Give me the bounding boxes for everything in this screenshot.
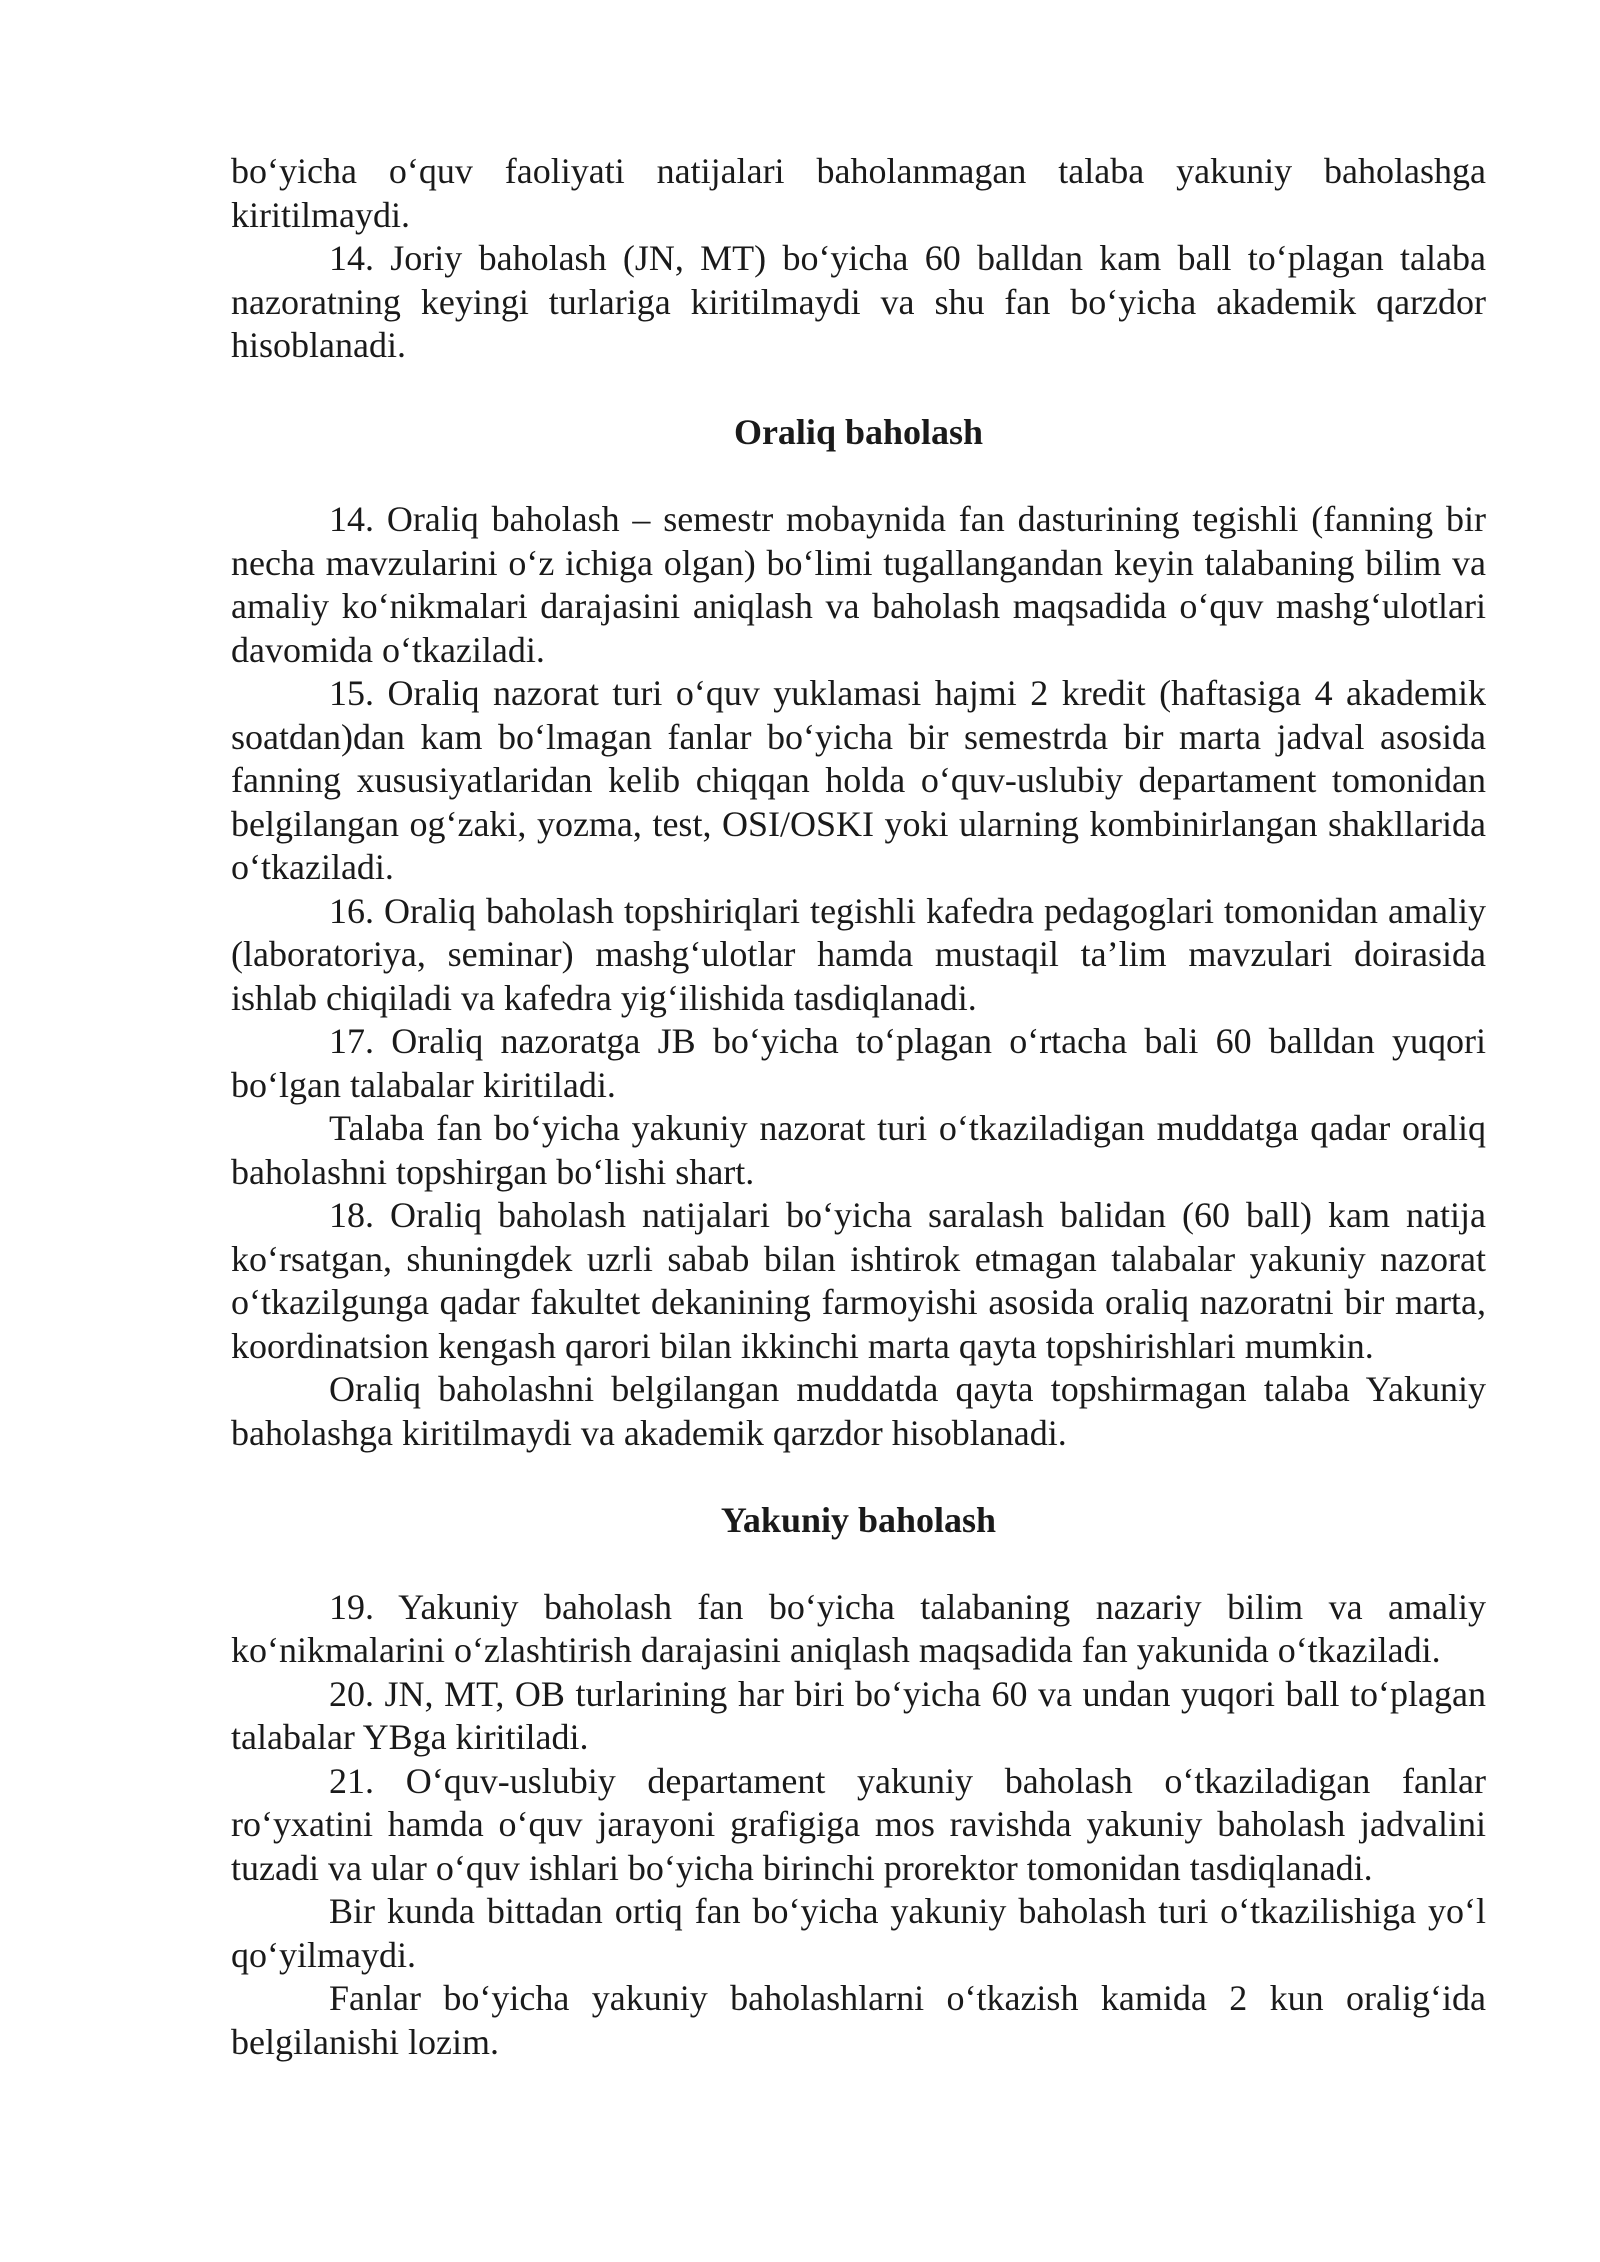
paragraph-item-15: 15. Oraliq nazorat turi o‘quv yuklamasi hajmi 2 kredit (haftasiga 4 akademik soatdan)dan kam bo‘lmagan fanlar bo‘yicha bir semestrda bir marta jadval asosida fanning xususiyatlaridan kelib chiqqan holda o‘quv-uslubiy departament tomonidan belgilangan og‘zaki, yozma, test, OSI/OSKI yoki ularning kombinirlangan shakllarida o‘tkaziladi. — [231, 673, 1486, 887]
spacer — [231, 1542, 1486, 1586]
paragraph-item-19: 19. Yakuniy baholash fan bo‘yicha talabaning nazariy bilim va amaliy ko‘nikmalarini o‘zlashtirish darajasini aniqlash maqsadida fan yakunida o‘tkaziladi. — [231, 1586, 1486, 1670]
section-heading-oraliq: Oraliq baholash — [733, 412, 984, 452]
paragraph-note-interval: Fanlar bo‘yicha yakuniy baholashlarni o‘tkazish kamida 2 kun oralig‘ida belgilanishi lozim. — [231, 1978, 1486, 2062]
paragraph-item-14: 14. Oraliq baholash – semestr mobaynida fan dasturining tegishli (fanning bir necha mavzularini o‘z ichiga olgan) bo‘limi tugallangandan keyin talabaning bilim va amaliy ko‘nikmalari darajasini aniqlash va baholash maqsadida o‘quv mashg‘ulotlari davomida o‘tkaziladi. — [231, 499, 1486, 670]
document-body — [231, 150, 1486, 2064]
paragraph-note-retake: Oraliq baholashni belgilangan muddatda qayta topshirmagan talaba Yakuniy baholashga kiritilmaydi va akademik qarzdor hisoblanadi. — [231, 1369, 1486, 1453]
paragraph-item-20: 20. JN, MT, OB turlarining har biri bo‘yicha 60 va undan yuqori ball to‘plagan talabalar YBga kiritiladi. — [231, 1673, 1486, 1757]
section-heading-yakuniy: Yakuniy baholash — [720, 1499, 997, 1540]
spacer — [231, 368, 1486, 412]
paragraph-item-16: 16. Oraliq baholash topshiriqlari tegishli kafedra pedagoglari tomonidan amaliy (laboratoriya, seminar) mashg‘ulotlar hamda mustaqil ta’lim mavzulari doirasida ishlab chiqiladi va kafedra yig‘ilishida tasdiqlanadi. — [231, 890, 1486, 1018]
spacer — [231, 1455, 1486, 1499]
paragraph-item-17: 17. Oraliq nazoratga JB bo‘yicha to‘plagan o‘rtacha bali 60 balldan yuqori bo‘lgan talabalar kiritiladi. — [231, 1021, 1486, 1105]
paragraph-note-one-per-day: Bir kunda bittadan ortiq fan bo‘yicha yakuniy baholash turi o‘tkazilishiga yo‘l qo‘yilmaydi. — [231, 1891, 1486, 1975]
spacer — [231, 455, 1486, 499]
paragraph-note-deadline: Talaba fan bo‘yicha yakuniy nazorat turi o‘tkaziladigan muddatga qadar oraliq baholashni topshirgan bo‘lishi shart. — [231, 1108, 1486, 1192]
paragraph-item-21: 21. O‘quv-uslubiy departament yakuniy baholash o‘tkaziladigan fanlar ro‘yxatini hamda o‘quv jarayoni grafigiga mos ravishda yakuniy baholash jadvalini tuzadi va ular o‘quv ishlari bo‘yicha birinchi prorektor tomonidan tasdiqlanadi. — [231, 1760, 1486, 1888]
paragraph-item-14-current: 14. Joriy baholash (JN, MT) bo‘yicha 60 balldan kam ball to‘plagan talaba nazoratning keyingi turlariga kiritilmaydi va shu fan bo‘yicha akademik qarzdor hisoblanadi. — [231, 238, 1486, 365]
paragraph-item-18: 18. Oraliq baholash natijalari bo‘yicha saralash balidan (60 ball) kam natija ko‘rsatgan, shuningdek uzrli sabab bilan ishtirok etmagan talabalar yakuniy nazorat o‘tkazilgunga qadar fakultet dekanining farmoyishi asosida oraliq nazoratni bir marta, koordinatsion kengash qarori bilan ikkinchi marta qayta topshirishlari mumkin. — [231, 1195, 1486, 1366]
paragraph-continuation: bo‘yicha o‘quv faoliyati natijalari baholanmagan talaba yakuniy baholashga kiritilmaydi. — [231, 151, 1486, 235]
